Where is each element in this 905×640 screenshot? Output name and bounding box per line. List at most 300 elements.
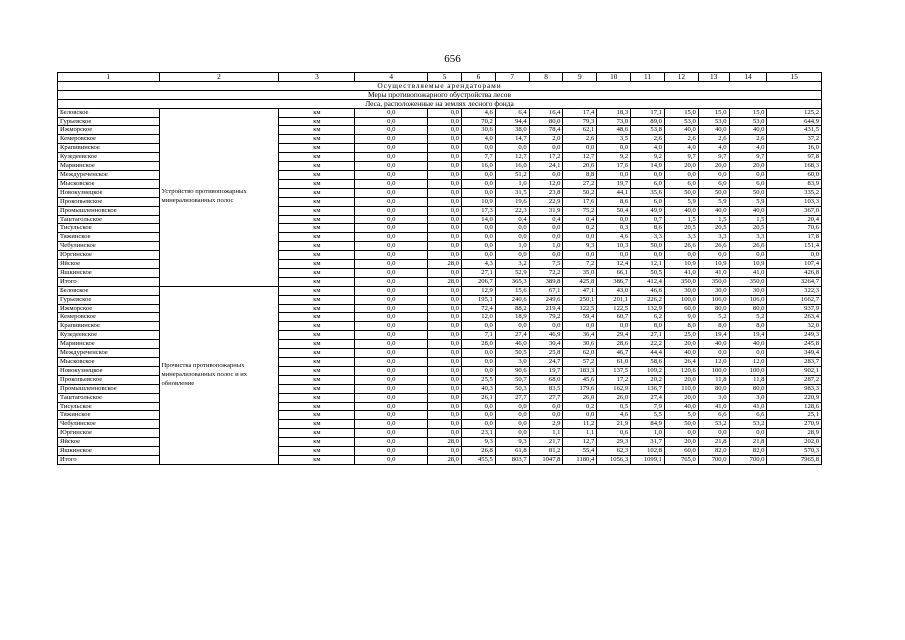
value-cell: 20,0 [664, 375, 698, 384]
value-cell: 20,6 [563, 162, 597, 171]
unit-cell: км [279, 402, 355, 411]
forestry-name: Ижморское [58, 126, 160, 135]
value-cell: 425,8 [563, 277, 597, 286]
value-cell: 8,0 [664, 322, 698, 331]
value-cell: 0,0 [355, 126, 428, 135]
value-cell: 3,3 [664, 233, 698, 242]
forestry-name: Яшкинское [58, 447, 160, 456]
value-cell: 40,0 [729, 126, 767, 135]
value-cell: 40,0 [729, 206, 767, 215]
value-cell: 21,8 [729, 438, 767, 447]
value-cell: 0,0 [355, 242, 428, 251]
value-cell: 350,0 [698, 277, 729, 286]
value-cell: 0,0 [461, 242, 495, 251]
value-cell: 50,5 [495, 349, 529, 358]
total-cell: 220,9 [767, 393, 822, 402]
value-cell: 0,0 [355, 295, 428, 304]
value-cell: 20,0 [698, 162, 729, 171]
value-cell: 0,0 [355, 286, 428, 295]
value-cell: 0,0 [529, 233, 563, 242]
total-cell: 1662,7 [767, 295, 822, 304]
value-cell: 20,0 [664, 438, 698, 447]
value-cell: 0,0 [597, 170, 631, 179]
value-cell: 5,9 [664, 197, 698, 206]
value-cell: 0,0 [461, 349, 495, 358]
value-cell: 0,0 [355, 366, 428, 375]
value-cell: 80,0 [729, 384, 767, 393]
value-cell: 183,3 [563, 366, 597, 375]
forestry-name: Мариинское [58, 162, 160, 171]
value-cell: 0,0 [428, 144, 462, 153]
value-cell: 5,5 [631, 411, 665, 420]
value-cell: 0,0 [355, 144, 428, 153]
value-cell: 26,6 [729, 242, 767, 251]
value-cell: 40,0 [664, 402, 698, 411]
value-cell: 5,9 [698, 197, 729, 206]
value-cell: 0,0 [428, 170, 462, 179]
value-cell: 0,0 [461, 233, 495, 242]
value-cell: 12,0 [461, 313, 495, 322]
value-cell: 0,0 [355, 153, 428, 162]
value-cell: 0,0 [355, 429, 428, 438]
value-cell: 1056,3 [597, 455, 631, 464]
value-cell: 0,0 [664, 251, 698, 260]
value-cell: 4,0 [664, 144, 698, 153]
section-land-category: Леса, расположенные на землях лесного фонда [58, 99, 822, 108]
value-cell: 700,0 [729, 455, 767, 464]
forest-fire-measures-table [57, 72, 822, 465]
value-cell: 137,5 [597, 366, 631, 375]
value-cell: 249,6 [529, 295, 563, 304]
unit-cell: км [279, 277, 355, 286]
value-cell: 0,0 [664, 170, 698, 179]
value-cell: 0,7 [631, 215, 665, 224]
value-cell: 66,1 [597, 268, 631, 277]
value-cell: 10,3 [597, 242, 631, 251]
forestry-name: Чебулинское [58, 242, 160, 251]
value-cell: 109,2 [631, 366, 665, 375]
unit-cell: км [279, 366, 355, 375]
value-cell: 0,0 [428, 331, 462, 340]
value-cell: 50,0 [631, 242, 665, 251]
value-cell: 48,6 [597, 126, 631, 135]
value-cell: 1,5 [729, 215, 767, 224]
value-cell: 53,2 [698, 420, 729, 429]
forestry-name: Гурьевское [58, 117, 160, 126]
total-cell: 32,0 [767, 322, 822, 331]
value-cell: 50,7 [495, 375, 529, 384]
value-cell: 18,3 [597, 108, 631, 117]
value-cell: 11,8 [729, 375, 767, 384]
value-cell: 0,0 [428, 108, 462, 117]
unit-cell: км [279, 411, 355, 420]
value-cell: 24,1 [529, 162, 563, 171]
value-cell: 132,9 [631, 304, 665, 313]
value-cell: 0,0 [355, 393, 428, 402]
value-cell: 3,3 [698, 233, 729, 242]
total-cell: 570,3 [767, 447, 822, 456]
value-cell: 0,0 [461, 366, 495, 375]
total-cell: 322,3 [767, 286, 822, 295]
value-cell: 0,3 [597, 224, 631, 233]
total-cell: 168,3 [767, 162, 822, 171]
value-cell: 31,7 [631, 438, 665, 447]
value-cell: 0,0 [428, 393, 462, 402]
value-cell: 0,0 [355, 179, 428, 188]
value-cell: 8,0 [631, 322, 665, 331]
value-cell: 35,6 [631, 188, 665, 197]
total-cell: 431,5 [767, 126, 822, 135]
value-cell: 38,0 [495, 126, 529, 135]
value-cell: 0,0 [529, 144, 563, 153]
value-cell: 40,0 [698, 206, 729, 215]
total-cell: 245,8 [767, 340, 822, 349]
forestry-name: Крапивинское [58, 322, 160, 331]
value-cell: 0,0 [495, 144, 529, 153]
value-cell: 5,2 [729, 313, 767, 322]
value-cell: 365,3 [495, 277, 529, 286]
value-cell: 44,1 [597, 188, 631, 197]
total-cell: 349,4 [767, 349, 822, 358]
value-cell: 57,2 [563, 358, 597, 367]
value-cell: 1047,8 [529, 455, 563, 464]
value-cell: 0,0 [355, 304, 428, 313]
value-cell: 81,2 [529, 447, 563, 456]
value-cell: 206,7 [461, 277, 495, 286]
value-cell: 0,0 [355, 215, 428, 224]
forestry-name: Яйское [58, 438, 160, 447]
value-cell: 40,0 [729, 340, 767, 349]
value-cell: 17,4 [563, 108, 597, 117]
value-cell: 4,6 [597, 411, 631, 420]
page-number: 656 [444, 53, 461, 65]
value-cell: 25,0 [664, 331, 698, 340]
total-cell: 249,3 [767, 331, 822, 340]
value-cell: 0,0 [428, 206, 462, 215]
value-cell: 0,0 [355, 402, 428, 411]
value-cell: 9,3 [495, 438, 529, 447]
section-title: Осуществляемые арендаторами [58, 81, 822, 90]
value-cell: 0,0 [428, 402, 462, 411]
unit-cell: км [279, 295, 355, 304]
value-cell: 0,0 [461, 322, 495, 331]
value-cell: 122,5 [597, 304, 631, 313]
column-header: 5 [428, 73, 462, 82]
value-cell: 50,3 [495, 384, 529, 393]
total-cell: 263,4 [767, 313, 822, 322]
value-cell: 62,3 [597, 447, 631, 456]
value-cell: 20,5 [729, 224, 767, 233]
value-cell: 700,0 [698, 455, 729, 464]
value-cell: 41,0 [698, 402, 729, 411]
forestry-name: Промышленновское [58, 384, 160, 393]
value-cell: 0,5 [597, 402, 631, 411]
value-cell: 46,7 [597, 349, 631, 358]
value-cell: 60,0 [664, 304, 698, 313]
value-cell: 8,0 [698, 322, 729, 331]
value-cell: 0,0 [428, 162, 462, 171]
value-cell: 0,0 [495, 322, 529, 331]
value-cell: 20,0 [664, 340, 698, 349]
value-cell: 9,3 [563, 242, 597, 251]
forestry-name: Итого [58, 455, 160, 464]
value-cell: 14,0 [631, 162, 665, 171]
value-cell: 455,5 [461, 455, 495, 464]
forestry-name: Итого [58, 277, 160, 286]
value-cell: 0,0 [461, 411, 495, 420]
value-cell: 0,0 [428, 153, 462, 162]
value-cell: 4,6 [461, 108, 495, 117]
table-row [58, 108, 822, 117]
unit-cell: км [279, 197, 355, 206]
value-cell: 0,0 [428, 268, 462, 277]
value-cell: 23,1 [461, 429, 495, 438]
unit-cell: км [279, 429, 355, 438]
value-cell: 51,2 [495, 170, 529, 179]
value-cell: 26,1 [461, 393, 495, 402]
unit-cell: км [279, 322, 355, 331]
value-cell: 0,0 [461, 420, 495, 429]
value-cell: 350,0 [664, 277, 698, 286]
value-cell: 27,2 [563, 179, 597, 188]
value-cell: 20,0 [729, 162, 767, 171]
value-cell: 0,0 [355, 162, 428, 171]
value-cell: 72,2 [529, 268, 563, 277]
value-cell: 0,0 [495, 411, 529, 420]
value-cell: 12,7 [563, 438, 597, 447]
value-cell: 0,0 [664, 429, 698, 438]
value-cell: 0,0 [529, 402, 563, 411]
value-cell: 100,0 [664, 295, 698, 304]
value-cell: 12,4 [597, 260, 631, 269]
value-cell: 4,3 [461, 260, 495, 269]
value-cell: 7,5 [529, 260, 563, 269]
value-cell: 79,2 [529, 313, 563, 322]
value-cell: 55,4 [563, 447, 597, 456]
value-cell: 0,0 [563, 233, 597, 242]
value-cell: 8,0 [729, 322, 767, 331]
value-cell: 1,1 [563, 429, 597, 438]
value-cell: 0,0 [428, 358, 462, 367]
value-cell: 9,2 [597, 153, 631, 162]
value-cell: 0,0 [428, 420, 462, 429]
value-cell: 20,0 [664, 162, 698, 171]
value-cell: 67,1 [529, 286, 563, 295]
value-cell: 0,0 [563, 322, 597, 331]
forestry-name: Промышленновское [58, 206, 160, 215]
value-cell: 0,0 [355, 331, 428, 340]
value-cell: 0,0 [428, 375, 462, 384]
value-cell: 6,4 [495, 108, 529, 117]
value-cell: 122,5 [563, 304, 597, 313]
value-cell: 6,6 [729, 411, 767, 420]
forestry-name: Мысковское [58, 358, 160, 367]
total-cell: 202,0 [767, 438, 822, 447]
value-cell: 12,0 [529, 179, 563, 188]
value-cell: 41,0 [729, 268, 767, 277]
value-cell: 12,1 [631, 260, 665, 269]
value-cell: 80,0 [729, 304, 767, 313]
value-cell: 72,4 [461, 304, 495, 313]
value-cell: 0,0 [698, 349, 729, 358]
value-cell: 19,4 [729, 331, 767, 340]
value-cell: 0,0 [461, 188, 495, 197]
value-cell: 17,2 [597, 375, 631, 384]
value-cell: 22,3 [495, 206, 529, 215]
value-cell: 5,2 [698, 313, 729, 322]
value-cell: 79,3 [563, 117, 597, 126]
value-cell: 803,7 [495, 455, 529, 464]
value-cell: 0,0 [355, 188, 428, 197]
value-cell: 16,4 [529, 108, 563, 117]
value-cell: 17,6 [563, 197, 597, 206]
value-cell: 6,0 [631, 197, 665, 206]
value-cell: 0,0 [631, 251, 665, 260]
value-cell: 44,4 [631, 349, 665, 358]
value-cell: 0,0 [698, 251, 729, 260]
value-cell: 28,0 [461, 340, 495, 349]
value-cell: 0,0 [461, 170, 495, 179]
value-cell: 80,0 [529, 117, 563, 126]
value-cell: 9,7 [729, 153, 767, 162]
unit-cell: км [279, 144, 355, 153]
value-cell: 26,6 [664, 242, 698, 251]
value-cell: 45,6 [563, 375, 597, 384]
value-cell: 14,0 [461, 215, 495, 224]
value-cell: 19,7 [529, 366, 563, 375]
forestry-name: Тяжинское [58, 233, 160, 242]
value-cell: 60,0 [664, 447, 698, 456]
value-cell: 0,0 [461, 251, 495, 260]
value-cell: 46,0 [495, 340, 529, 349]
unit-cell: км [279, 233, 355, 242]
column-header: 6 [461, 73, 495, 82]
value-cell: 11,2 [563, 420, 597, 429]
value-cell: 0,0 [563, 251, 597, 260]
value-cell: 1,5 [664, 215, 698, 224]
value-cell: 23,8 [529, 188, 563, 197]
value-cell: 0,0 [461, 144, 495, 153]
value-cell: 26,4 [664, 358, 698, 367]
value-cell: 100,0 [729, 366, 767, 375]
unit-cell: км [279, 153, 355, 162]
value-cell: 35,0 [563, 268, 597, 277]
value-cell: 0,0 [495, 224, 529, 233]
forestry-name: Кемеровское [58, 313, 160, 322]
total-cell: 103,3 [767, 197, 822, 206]
value-cell: 21,7 [529, 438, 563, 447]
value-cell: 0,0 [428, 135, 462, 144]
unit-cell: км [279, 188, 355, 197]
total-cell: 270,9 [767, 420, 822, 429]
value-cell: 15,0 [664, 108, 698, 117]
value-cell: 386,7 [597, 277, 631, 286]
forestry-name: Мысковское [58, 179, 160, 188]
value-cell: 0,0 [428, 313, 462, 322]
unit-cell: км [279, 286, 355, 295]
column-header: 3 [279, 73, 355, 82]
value-cell: 41,0 [698, 268, 729, 277]
unit-cell: км [279, 206, 355, 215]
value-cell: 0,0 [355, 375, 428, 384]
value-cell: 26,6 [698, 242, 729, 251]
value-cell: 0,0 [729, 349, 767, 358]
value-cell: 2,9 [529, 420, 563, 429]
value-cell: 16,0 [495, 162, 529, 171]
unit-cell: км [279, 375, 355, 384]
unit-cell: км [279, 447, 355, 456]
value-cell: 7,2 [563, 260, 597, 269]
value-cell: 19,6 [495, 197, 529, 206]
unit-cell: км [279, 260, 355, 269]
value-cell: 31,9 [529, 206, 563, 215]
value-cell: 20,5 [664, 224, 698, 233]
value-cell: 0,0 [355, 197, 428, 206]
value-cell: 1,0 [495, 242, 529, 251]
total-cell: 644,9 [767, 117, 822, 126]
column-header: 13 [698, 73, 729, 82]
value-cell: 0,0 [428, 117, 462, 126]
value-cell: 40,0 [664, 206, 698, 215]
value-cell: 1,1 [529, 429, 563, 438]
value-cell: 0,0 [355, 438, 428, 447]
column-header: 8 [529, 73, 563, 82]
value-cell: 10,9 [664, 260, 698, 269]
value-cell: 0,0 [355, 108, 428, 117]
value-cell: 20,0 [664, 393, 698, 402]
forestry-name: Кемеровское [58, 135, 160, 144]
value-cell: 1,5 [698, 215, 729, 224]
value-cell: 0,0 [729, 429, 767, 438]
value-cell: 2,0 [529, 135, 563, 144]
value-cell: 3,0 [495, 358, 529, 367]
value-cell: 16,0 [461, 162, 495, 171]
value-cell: 3,5 [597, 135, 631, 144]
total-cell: 983,3 [767, 384, 822, 393]
value-cell: 50,2 [563, 188, 597, 197]
value-cell: 120,6 [664, 366, 698, 375]
value-cell: 62,0 [563, 349, 597, 358]
value-cell: 0,0 [698, 429, 729, 438]
unit-cell: км [279, 126, 355, 135]
value-cell: 4,0 [631, 144, 665, 153]
value-cell: 30,6 [563, 340, 597, 349]
unit-cell: км [279, 358, 355, 367]
total-cell: 107,4 [767, 260, 822, 269]
value-cell: 0,0 [597, 322, 631, 331]
value-cell: 17,2 [529, 153, 563, 162]
value-cell: 15,0 [698, 108, 729, 117]
value-cell: 36,4 [563, 331, 597, 340]
value-cell: 9,7 [664, 153, 698, 162]
value-cell: 22,2 [631, 340, 665, 349]
value-cell: 0,0 [428, 304, 462, 313]
value-cell: 0,0 [355, 313, 428, 322]
value-cell: 0,0 [355, 260, 428, 269]
value-cell: 0,0 [428, 242, 462, 251]
value-cell: 50,0 [698, 188, 729, 197]
value-cell: 30,6 [461, 126, 495, 135]
forestry-name: Кузедеевское [58, 153, 160, 162]
value-cell: 0,4 [563, 215, 597, 224]
value-cell: 0,6 [597, 429, 631, 438]
forestry-name: Гурьевское [58, 295, 160, 304]
value-cell: 0,0 [529, 170, 563, 179]
unit-cell: км [279, 215, 355, 224]
value-cell: 50,0 [664, 420, 698, 429]
unit-cell: км [279, 340, 355, 349]
forestry-name: Новокузнецкое [58, 366, 160, 375]
